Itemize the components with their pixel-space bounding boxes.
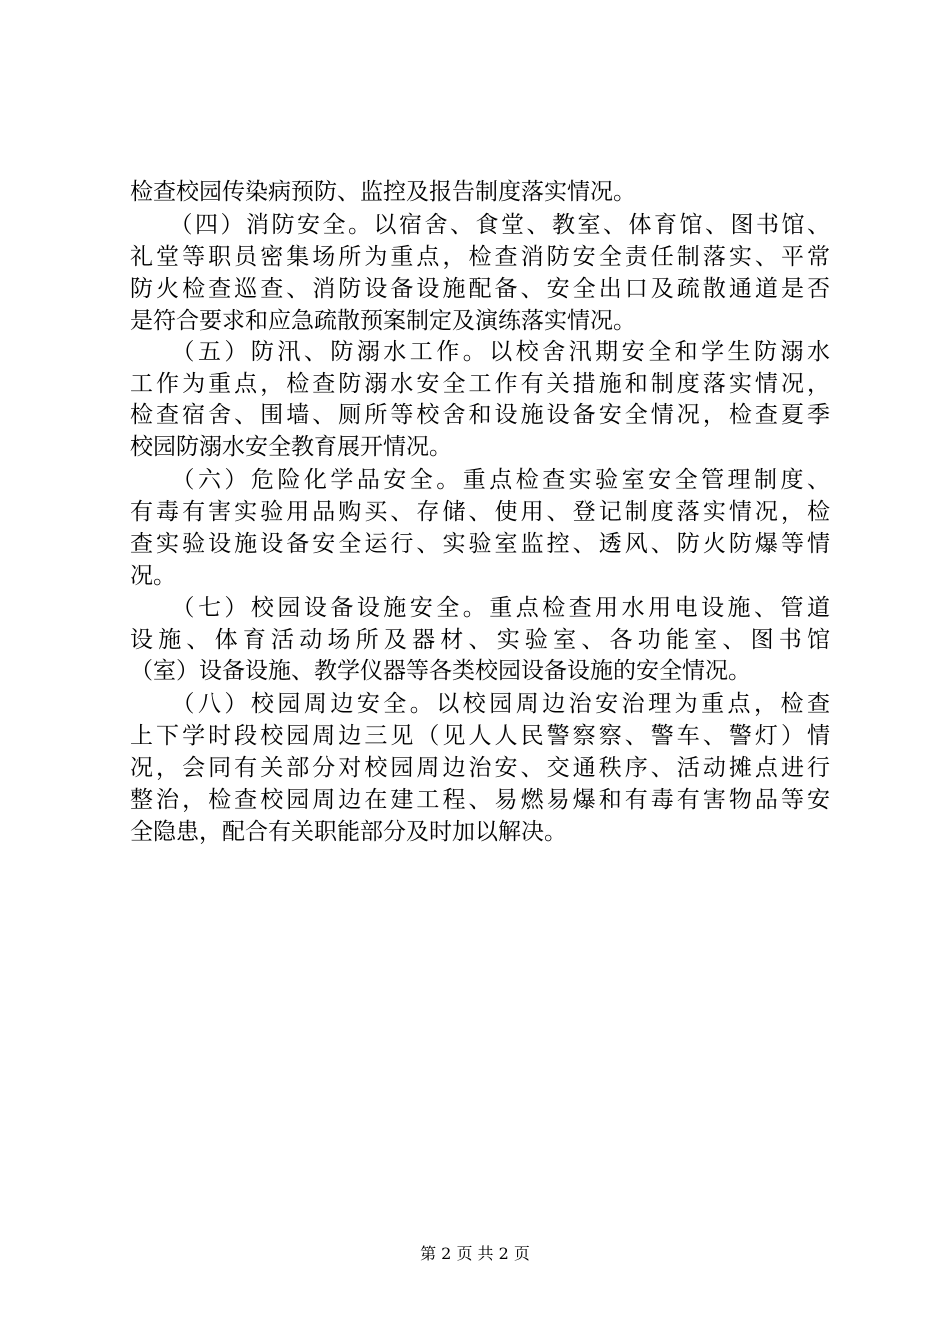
page-number-footer: 第 2 页 共 2 页 bbox=[420, 1244, 530, 1263]
paragraph-line: 况。 bbox=[130, 563, 176, 589]
paragraph-line: （六）危险化学品安全。重点检查实验室安全管理制度、 bbox=[130, 467, 830, 493]
paragraph-line: 上下学时段校园周边三见（见人人民警察察、警车、警灯）情 bbox=[130, 723, 830, 749]
paragraph-line: 检查校园传染病预防、监控及报告制度落实情况。 bbox=[130, 179, 636, 205]
paragraph-line: 工作为重点，检查防溺水安全工作有关措施和制度落实情况， bbox=[130, 371, 830, 397]
paragraph-line: （室）设备设施、教学仪器等各类校园设备设施的安全情况。 bbox=[130, 658, 751, 684]
paragraph-line: 整治，检查校园周边在建工程、易燃易爆和有毒有害物品等安 bbox=[130, 787, 830, 813]
paragraph-line: 况，会同有关部分对校园周边治安、交通秩序、活动摊点进行 bbox=[130, 755, 830, 781]
paragraph-line: 是符合要求和应急疏散预案制定及演练落实情况。 bbox=[130, 308, 636, 334]
paragraph-line: 防火检查巡查、消防设备设施配备、安全出口及疏散通道是否 bbox=[130, 276, 830, 302]
paragraph-line: 礼堂等职员密集场所为重点，检查消防安全责任制落实、平常 bbox=[130, 244, 830, 270]
paragraph-line: 校园防溺水安全教育展开情况。 bbox=[130, 434, 452, 460]
paragraph-line: （四）消防安全。以宿舍、食堂、教室、体育馆、图书馆、 bbox=[130, 212, 830, 238]
paragraph-line: 查实验设施设备安全运行、实验室监控、透风、防火防爆等情 bbox=[130, 531, 830, 557]
paragraph-line: 有毒有害实验用品购买、存储、使用、登记制度落实情况，检 bbox=[130, 499, 830, 525]
paragraph-line: （八）校园周边安全。以校园周边治安治理为重点，检查 bbox=[130, 691, 830, 717]
paragraph-line: 检查宿舍、围墙、厕所等校舍和设施设备安全情况，检查夏季 bbox=[130, 402, 830, 428]
paragraph-line: （七）校园设备设施安全。重点检查用水用电设施、管道 bbox=[130, 595, 830, 621]
paragraph-line: 全隐患，配合有关职能部分及时加以解决。 bbox=[130, 819, 567, 845]
paragraph-line: （五）防汛、防溺水工作。以校舍汛期安全和学生防溺水 bbox=[130, 339, 830, 365]
paragraph-line: 设施、体育活动场所及器材、实验室、各功能室、图书馆 bbox=[130, 627, 830, 653]
